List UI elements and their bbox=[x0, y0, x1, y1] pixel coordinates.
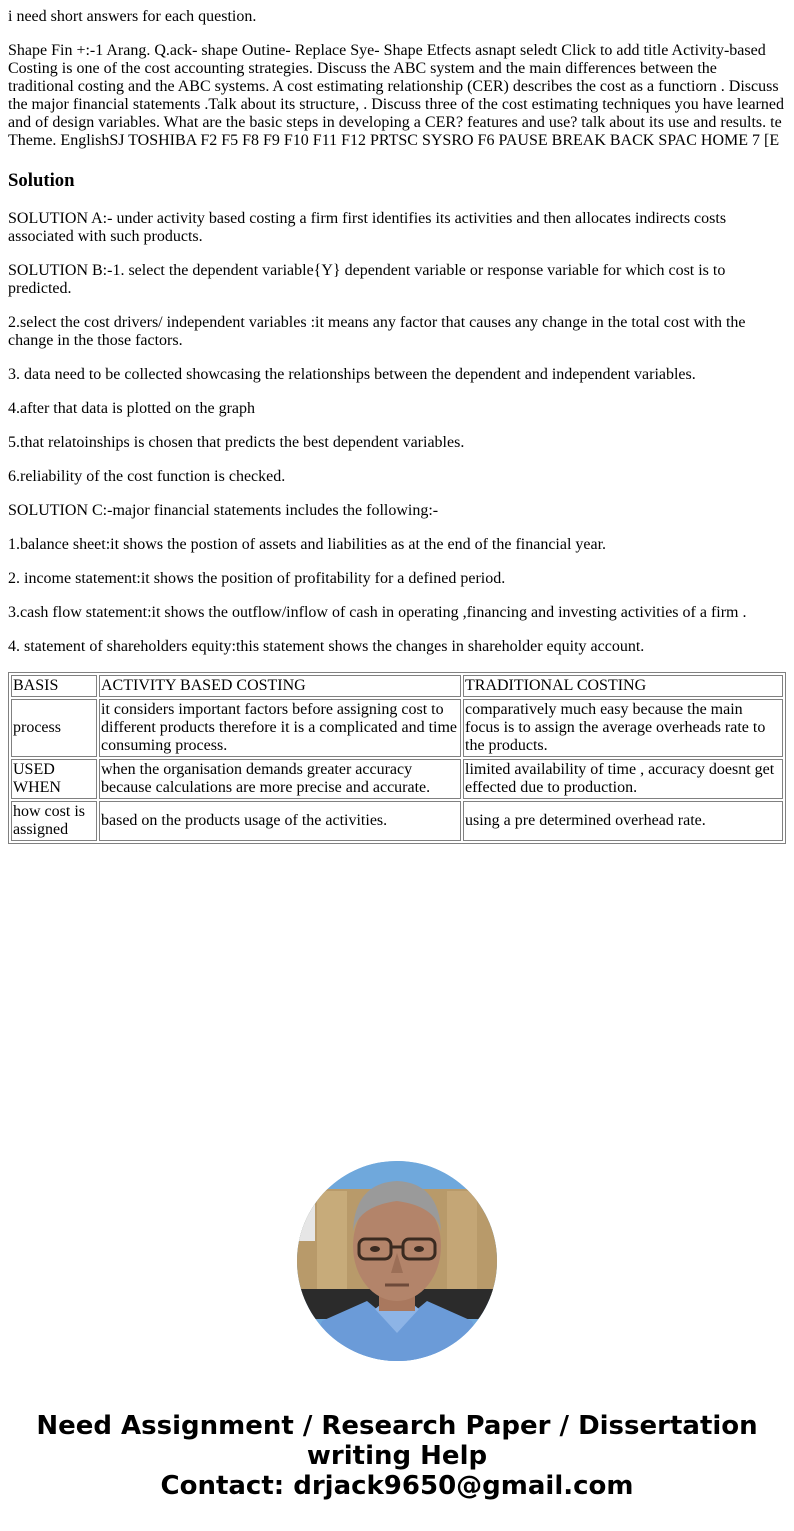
table-cell: process bbox=[11, 699, 97, 757]
solution-paragraph: SOLUTION C:-major financial statements includes the following:- bbox=[8, 502, 439, 519]
table-row bbox=[11, 759, 783, 799]
table-cell: USED WHEN bbox=[11, 759, 97, 799]
solution-paragraph: SOLUTION A:- under activity based costing a firm first identifies its activities and then allocates indirects costs associated with such products. bbox=[8, 210, 727, 245]
solution-paragraph: 4. statement of shareholders equity:this statement shows the changes in shareholder equity account. bbox=[8, 638, 645, 655]
solution-paragraph: 2. income statement:it shows the position of profitability for a defined period. bbox=[8, 570, 506, 587]
page-content bbox=[0, 8, 794, 844]
solution-paragraph: SOLUTION B:-1. select the dependent variable{Y} dependent variable or response variable for which cost is to predicted. bbox=[8, 262, 726, 297]
solution-paragraph: 2.select the cost drivers/ independent variables :it means any factor that causes any change in the total cost with the change in the those factors. bbox=[8, 314, 746, 349]
solution-paragraph: 3. data need to be collected showcasing the relationships between the dependent and independent variables. bbox=[8, 366, 696, 383]
table-cell: how cost is assigned bbox=[11, 801, 97, 841]
footer-line: writing Help bbox=[306, 1441, 488, 1471]
table-cell: comparatively much easy because the main focus is to assign the average overheads rate to the products. bbox=[463, 699, 783, 757]
table-header-cell: TRADITIONAL COSTING bbox=[463, 675, 783, 697]
table-header-row bbox=[11, 675, 783, 697]
table-cell: using a pre determined overhead rate. bbox=[463, 801, 783, 841]
question-intro: i need short answers for each question. bbox=[8, 8, 257, 25]
author-avatar bbox=[297, 1161, 497, 1361]
contact-footer bbox=[0, 1411, 794, 1501]
table-header-cell: BASIS bbox=[11, 675, 97, 697]
table-header-cell: ACTIVITY BASED COSTING bbox=[99, 675, 461, 697]
solution-heading: Solution bbox=[8, 170, 75, 191]
footer-line: Need Assignment / Research Paper / Dissertation bbox=[36, 1411, 758, 1441]
solution-paragraph: 5.that relatoinships is chosen that predicts the best dependent variables. bbox=[8, 434, 465, 451]
solution-paragraph: 4.after that data is plotted on the graph bbox=[8, 400, 256, 417]
table-cell: it considers important factors before assigning cost to different products therefore it is a complicated and time consuming process. bbox=[99, 699, 461, 757]
solution-paragraph: 3.cash flow statement:it shows the outflow/inflow of cash in operating ,financing and investing activities of a firm . bbox=[8, 604, 747, 621]
table-cell: limited availability of time , accuracy doesnt get effected due to production. bbox=[463, 759, 783, 799]
question-body: Shape Fin +:-1 Arang. Q.ack- shape Outine- Replace Sye- Shape Etfects asnapt seledt Click to add title Activity-based Costing is one of the cost accounting strategies. Discuss the ABC system and the main differences between the traditional costing and the ABC systems. A cost estimating relationship (CER) describes the cost as a functiorn . Discuss the major financial statements .Talk about its structure, . Discuss three of the cost estimating techniques you have learned and of design variables. What are the basic steps in developing a CER? features and use? talk about its use and results. te Theme. EnglishSJ TOSHIBA F2 F5 F8 F9 F10 F11 F12 PRTSC SYSRO F6 PAUSE BREAK BACK SPAC HOME 7 [E bbox=[8, 42, 784, 149]
solution-paragraph: 1.balance sheet:it shows the postion of assets and liabilities as at the end of the financial year. bbox=[8, 536, 607, 553]
comparison-table bbox=[8, 672, 786, 844]
solution-paragraph: 6.reliability of the cost function is checked. bbox=[8, 468, 286, 485]
footer-contact-email: Contact: drjack9650@gmail.com bbox=[160, 1471, 634, 1501]
table-row bbox=[11, 699, 783, 757]
table-cell: based on the products usage of the activities. bbox=[99, 801, 461, 841]
person-portrait-icon bbox=[297, 1161, 497, 1361]
table-row bbox=[11, 801, 783, 841]
table-cell: when the organisation demands greater accuracy because calculations are more precise and accurate. bbox=[99, 759, 461, 799]
